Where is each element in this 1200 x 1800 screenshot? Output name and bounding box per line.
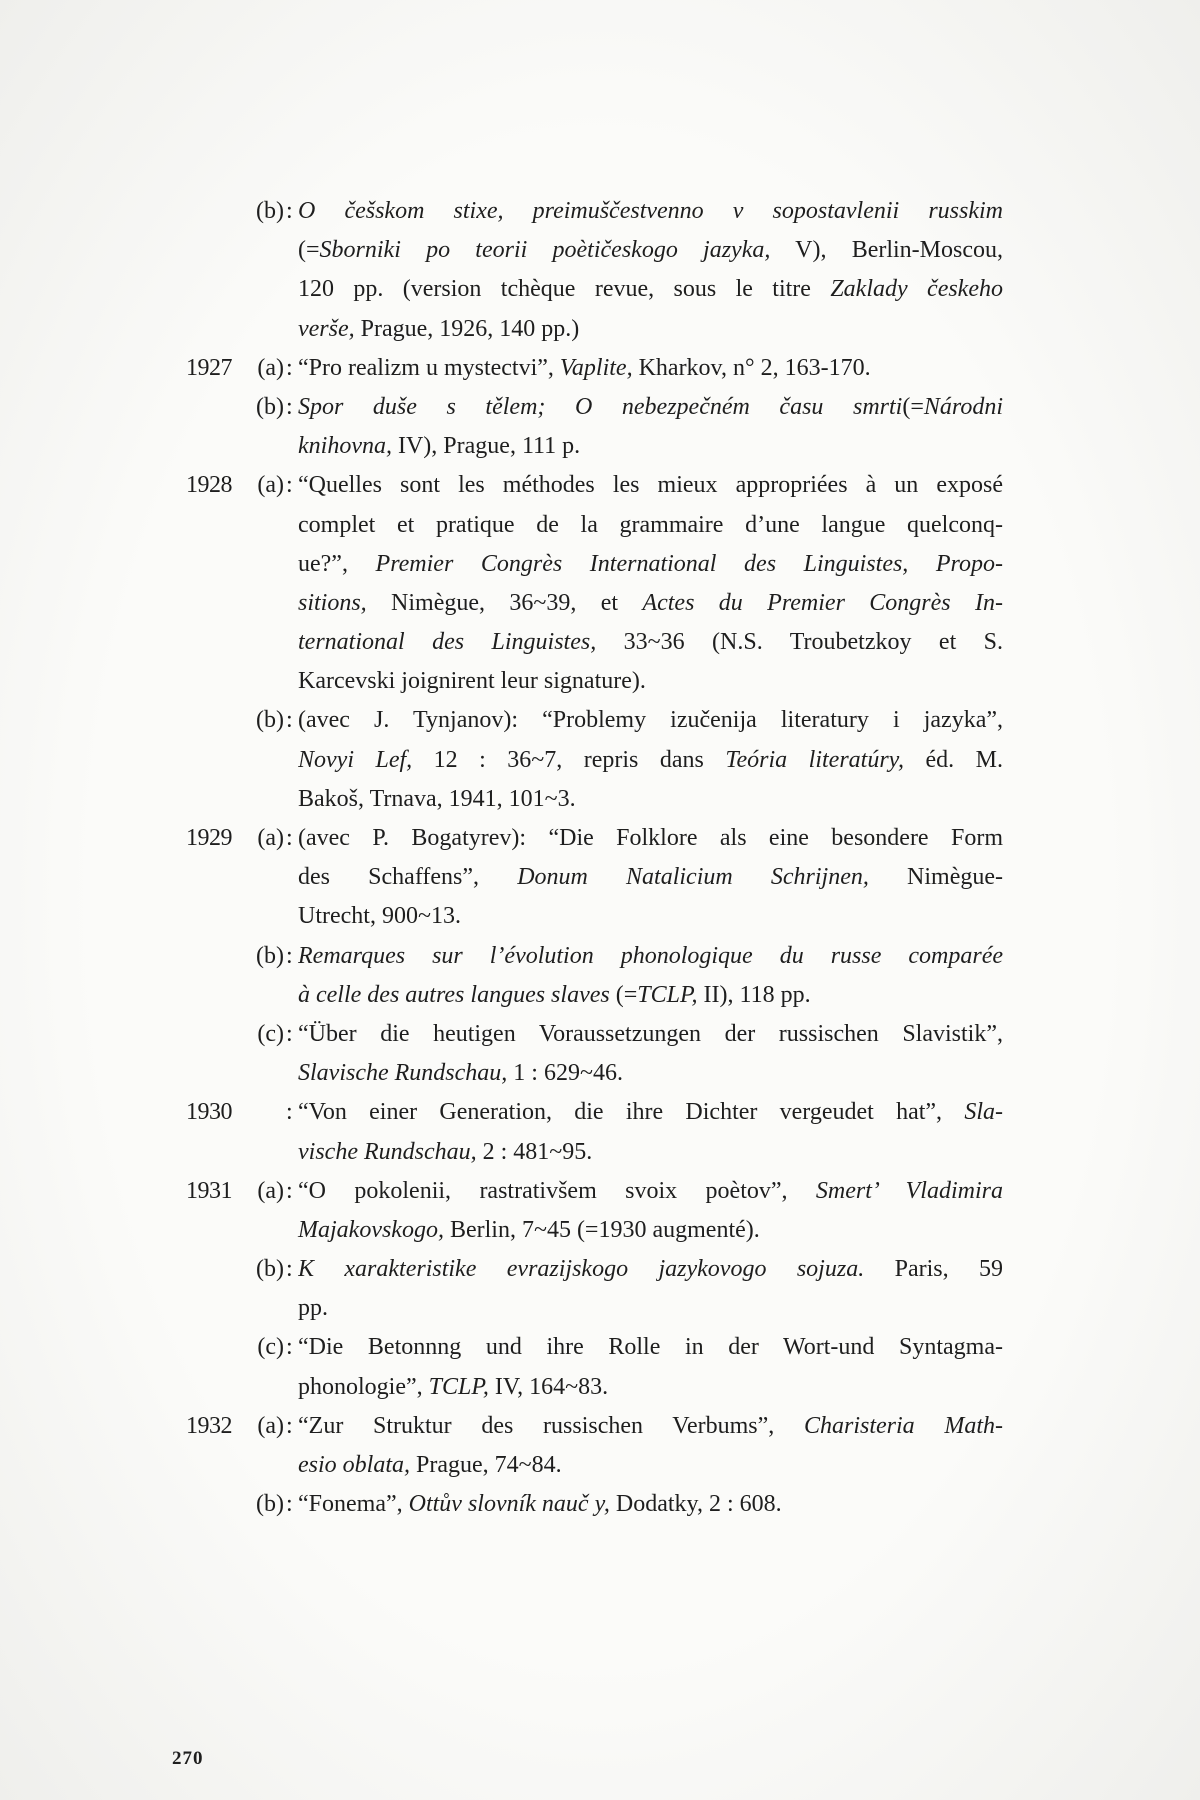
citation-text: “Quelles sont les méthodes les mieux appropriées à un exposé <box>298 472 1003 499</box>
bibliography-line <box>0 270 1200 309</box>
entry-label: (c) <box>257 1334 284 1361</box>
citation-text: Dodatky, 2 : 608. <box>609 1491 782 1518</box>
entry-colon: : <box>286 354 293 381</box>
citation-text: Nimègue, 36~39, et <box>366 589 643 616</box>
entry-text <box>298 976 1003 1015</box>
bibliography-line <box>0 388 1200 427</box>
entry-text <box>298 1328 1003 1367</box>
entry-text <box>298 1446 1003 1485</box>
italic-title-text: Sborniki po teorii poètičeskogo jazyka, <box>319 237 771 264</box>
bibliography-line <box>0 1368 1200 1407</box>
entry-text <box>298 1093 1003 1132</box>
italic-title-text: à celle des autres langues slaves <box>298 981 610 1008</box>
entry-label: (b) <box>256 942 284 969</box>
bibliography-line <box>0 466 1200 505</box>
entry-colon: : <box>286 472 293 499</box>
bibliography-line <box>0 506 1200 545</box>
citation-text: 2 : 481~95. <box>476 1138 593 1165</box>
italic-title-text: esio oblata, <box>298 1452 410 1478</box>
bibliography-line <box>0 741 1200 780</box>
entry-colon: : <box>286 198 293 224</box>
citation-text: “Zur Struktur des russischen Verbums”, <box>298 1412 804 1439</box>
entry-label: (a) <box>257 354 284 381</box>
entry-colon: : <box>286 1491 293 1518</box>
italic-title-text: Remarques sur l’évolution phonologique du russe comparée <box>298 942 1003 969</box>
bibliography-line <box>0 1446 1200 1485</box>
entry-text <box>298 506 1003 545</box>
entry-text <box>298 819 1003 858</box>
entry-text <box>298 780 1003 819</box>
citation-text: Prague, 1926, 140 pp.) <box>354 315 580 342</box>
citation-text: (avec J. Tynjanov): “Problemy izučenija literatury i jazyka”, <box>298 707 1003 734</box>
bibliography-line <box>0 1407 1200 1446</box>
entry-text <box>298 623 1003 662</box>
entry-text <box>298 1250 1003 1289</box>
entry-label: (b) <box>256 707 284 734</box>
citation-text: “Fonema”, <box>298 1491 409 1518</box>
entry-text <box>298 1485 1003 1524</box>
citation-text: “Über die heutigen Voraussetzungen der russischen Slavistik”, <box>298 1020 1003 1047</box>
italic-title-text: vische Rundschau, <box>298 1138 477 1165</box>
entry-colon: : <box>286 1412 293 1439</box>
italic-title-text: sitions, <box>298 589 367 616</box>
entry-colon: : <box>286 1099 293 1126</box>
citation-text: “O pokolenii, rastrativšem svoix poètov”, <box>298 1177 816 1204</box>
citation-text: complet et pratique de la grammaire d’une langue quelconq- <box>298 511 1003 538</box>
entry-text <box>298 741 1003 780</box>
entry-text <box>298 231 1003 270</box>
entry-label: (b) <box>256 1491 284 1518</box>
entry-label: (b) <box>256 393 284 420</box>
citation-text: 1 : 629~46. <box>507 1060 623 1087</box>
entry-colon: : <box>286 393 293 420</box>
entry-label: (a) <box>257 825 284 851</box>
citation-text: (= <box>902 393 924 420</box>
entry-colon: : <box>286 1334 293 1361</box>
citation-text: Karcevski joignirent leur signature). <box>298 668 646 695</box>
italic-title-text: Teória literatúry, <box>725 746 905 773</box>
bibliography-line <box>0 819 1200 858</box>
italic-title-text: Majakovskogo, <box>298 1216 444 1243</box>
citation-text: (avec P. Bogatyrev): “Die Folklore als eine besondere Form <box>298 825 1003 851</box>
bibliography-line <box>0 1093 1200 1132</box>
citation-text: Nimègue- <box>868 864 1003 891</box>
italic-title-text: Spor duše s tělem; O nebezpečném času smrti <box>298 393 903 420</box>
italic-title-text: Ottův slovník nauč y, <box>408 1491 610 1518</box>
citation-text: Bakoš, Trnava, 1941, 101~3. <box>298 785 576 812</box>
italic-title-text: Actes du Premier Congrès In- <box>642 589 1003 616</box>
entry-colon: : <box>286 1177 293 1204</box>
citation-text: “Von einer Generation, die ihre Dichter vergeudet hat”, <box>298 1099 965 1126</box>
bibliography-line <box>0 349 1200 388</box>
italic-title-text: Smert’ Vladimira <box>815 1177 1003 1204</box>
entry-text <box>298 388 1003 427</box>
citation-text: (= <box>609 981 638 1008</box>
entry-text <box>298 1289 1003 1328</box>
entry-text <box>298 466 1003 505</box>
citation-text: “Pro realizm u mystectvi”, <box>298 354 560 381</box>
italic-title-text: ternational des Linguistes, <box>298 629 597 656</box>
entry-year: 1932 <box>186 1412 232 1439</box>
bibliography-line <box>0 192 1200 231</box>
bibliography-line <box>0 1133 1200 1172</box>
entry-text <box>298 349 1003 388</box>
entry-text <box>298 1211 1003 1250</box>
bibliography-line <box>0 584 1200 623</box>
entry-label: (b) <box>256 198 284 224</box>
entry-year: 1929 <box>186 825 232 851</box>
entry-colon: : <box>286 1020 293 1047</box>
entry-text <box>298 310 1003 349</box>
entry-colon: : <box>286 1256 293 1283</box>
entry-text <box>298 662 1003 701</box>
citation-text: IV, 164~83. <box>488 1373 609 1400</box>
bibliography-line <box>0 1289 1200 1328</box>
entry-text <box>298 1015 1003 1054</box>
citation-text: Utrecht, 900~13. <box>298 903 461 930</box>
citation-text: 12 : 36~7, repris dans <box>412 746 726 773</box>
entry-year: 1927 <box>186 354 232 381</box>
entry-label: (a) <box>257 1412 284 1439</box>
citation-text: II), 118 pp. <box>697 981 811 1008</box>
citation-text: Paris, 59 <box>864 1256 1003 1283</box>
entry-text <box>298 545 1003 584</box>
entry-text <box>298 192 1003 231</box>
entry-text <box>298 937 1003 976</box>
entry-label: (b) <box>256 1256 284 1283</box>
entry-colon: : <box>286 707 293 734</box>
italic-title-text: Donum Natalicium Schrijnen, <box>517 864 869 891</box>
bibliography-line <box>0 937 1200 976</box>
entry-colon: : <box>286 825 293 851</box>
entry-label: (a) <box>257 1177 284 1204</box>
italic-title-text: Národni <box>923 393 1003 420</box>
entry-text <box>298 1368 1003 1407</box>
bibliography-line <box>0 858 1200 897</box>
italic-title-text: TCLP, <box>428 1373 489 1400</box>
entry-year: 1928 <box>186 472 232 499</box>
entry-text <box>298 1133 1003 1172</box>
italic-title-text: verše, <box>298 315 355 342</box>
bibliography-line <box>0 1211 1200 1250</box>
citation-text: Prague, 74~84. <box>410 1452 562 1478</box>
entry-label: (a) <box>257 472 284 499</box>
bibliography-line <box>0 1054 1200 1093</box>
citation-text: des Schaffens”, <box>298 864 518 891</box>
citation-text: 120 pp. (version tchèque revue, sous le titre <box>298 276 831 303</box>
entry-text <box>298 1407 1003 1446</box>
bibliography-line <box>0 623 1200 662</box>
italic-title-text: Slavische Rundschau, <box>298 1060 508 1087</box>
italic-title-text: Zaklady českeho <box>830 276 1003 303</box>
entry-text <box>298 427 1003 466</box>
bibliography-line <box>0 701 1200 740</box>
bibliography-line <box>0 231 1200 270</box>
citation-text: phonologie”, <box>298 1373 429 1400</box>
italic-title-text: knihovna, <box>298 433 392 460</box>
bibliography-line <box>0 310 1200 349</box>
citation-text: (= <box>298 237 320 264</box>
bibliography-line <box>0 1328 1200 1367</box>
citation-text: ue?”, <box>298 550 376 577</box>
entry-year: 1931 <box>186 1177 232 1204</box>
bibliography-list <box>0 192 1200 1524</box>
citation-text: Berlin, 7~45 (=1930 augmenté). <box>443 1216 760 1243</box>
bibliography-line <box>0 1250 1200 1289</box>
entry-text <box>298 584 1003 623</box>
italic-title-text: O češskom stixe, preimuščestvenno v sopostavlenii russkim <box>298 198 1003 224</box>
entry-label: (c) <box>257 1020 284 1047</box>
entry-colon: : <box>286 942 293 969</box>
citation-text: éd. M. <box>904 746 1003 773</box>
bibliography-line <box>0 976 1200 1015</box>
bibliography-line <box>0 427 1200 466</box>
citation-text: pp. <box>298 1295 328 1322</box>
page-number: 270 <box>172 1748 204 1769</box>
bibliography-line <box>0 780 1200 819</box>
italic-title-text: K xarakteristike evrazijskogo jazykovogo sojuza. <box>298 1256 865 1283</box>
italic-title-text: Novyi Lef, <box>298 746 413 773</box>
italic-title-text: Charisteria Math- <box>803 1412 1003 1439</box>
bibliography-line <box>0 1485 1200 1524</box>
italic-title-text: Sla- <box>964 1099 1003 1126</box>
bibliography-line <box>0 662 1200 701</box>
italic-title-text: Vaplite, <box>559 354 633 381</box>
entry-text <box>298 858 1003 897</box>
italic-title-text: TCLP, <box>637 981 698 1008</box>
entry-text <box>298 1172 1003 1211</box>
entry-text <box>298 897 1003 936</box>
entry-text <box>298 270 1003 309</box>
bibliography-line <box>0 1172 1200 1211</box>
bibliography-line <box>0 1015 1200 1054</box>
citation-text: 33~36 (N.S. Troubetzkoy et S. <box>596 629 1003 656</box>
citation-text: “Die Betonnng und ihre Rolle in der Wort-und Syntagma- <box>298 1334 1003 1361</box>
entry-year: 1930 <box>186 1099 232 1126</box>
entry-text <box>298 701 1003 740</box>
bibliography-line <box>0 897 1200 936</box>
citation-text: Kharkov, n° 2, 163-170. <box>632 354 871 381</box>
citation-text: V), Berlin-Moscou, <box>770 237 1003 264</box>
bibliography-line <box>0 545 1200 584</box>
citation-text: IV), Prague, 111 p. <box>391 433 581 460</box>
entry-text <box>298 1054 1003 1093</box>
italic-title-text: Premier Congrès International des Linguistes, Propo- <box>375 550 1003 577</box>
